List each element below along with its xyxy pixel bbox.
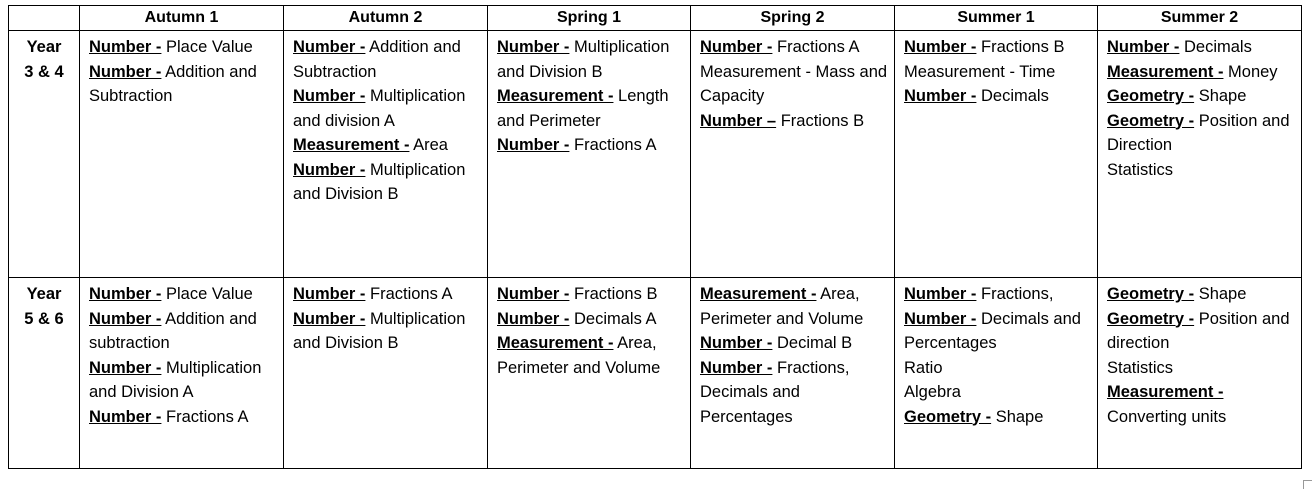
topic-text: Decimals A — [569, 309, 657, 328]
topic-text: Shape — [1194, 285, 1247, 303]
topic-text: Fractions B — [776, 111, 865, 130]
topic-line — [89, 356, 280, 405]
topic-text: Statistics — [1107, 358, 1174, 377]
topic-line — [89, 282, 280, 307]
topic-text: Addition and subtraction — [89, 309, 257, 352]
header-spring-1: Spring 1 — [488, 6, 691, 31]
topic-text: Fractions, — [976, 285, 1054, 303]
cell-summer-2 — [1098, 278, 1302, 469]
topic-text: Multiplication and Division B — [293, 160, 466, 203]
topic-strand-label: Number - — [293, 38, 366, 56]
header-summer-2: Summer 2 — [1098, 6, 1302, 31]
topic-line — [904, 380, 1094, 405]
topic-line — [497, 331, 687, 380]
topic-text: Statistics — [1107, 160, 1174, 179]
topic-text: Area — [409, 136, 448, 154]
topic-text: Addition and Subtraction — [293, 38, 461, 81]
topic-line — [904, 405, 1094, 430]
cell-autumn-1 — [80, 31, 284, 278]
topic-strand-label: Number - — [700, 334, 773, 352]
topic-strand-label: Number - — [293, 309, 366, 328]
topic-line — [497, 307, 687, 332]
topic-line — [1107, 109, 1298, 158]
topic-text: Fractions B — [976, 38, 1065, 56]
year-label-number: 3 & 4 — [24, 62, 64, 81]
topic-strand-label: Number - — [497, 136, 570, 154]
curriculum-table — [8, 5, 1302, 469]
topic-line — [293, 133, 484, 158]
topic-text: Decimals — [976, 87, 1049, 105]
header-row — [9, 6, 1302, 31]
topic-strand-label: Number - — [497, 309, 570, 328]
topic-line — [904, 356, 1094, 381]
topic-line — [700, 109, 891, 134]
topic-line — [1107, 158, 1298, 183]
topic-strand-label: Measurement - — [497, 334, 614, 352]
topic-line — [904, 307, 1094, 356]
topic-line — [1107, 380, 1298, 429]
topic-text: Multiplication and Division B — [293, 309, 466, 352]
topic-strand-label: Number - — [497, 285, 570, 303]
topic-line — [89, 307, 280, 356]
topic-text: Ratio — [904, 358, 943, 377]
topic-text: Position and direction — [1107, 309, 1290, 352]
topic-strand-label: Number – — [700, 111, 777, 130]
topic-strand-label: Number - — [700, 38, 773, 56]
cell-spring-1 — [488, 278, 691, 469]
topic-strand-label: Number - — [1107, 38, 1180, 56]
header-spring-2: Spring 2 — [691, 6, 895, 31]
year-label-word: Year — [26, 38, 62, 56]
topic-line — [700, 60, 891, 109]
year-label-cell — [9, 278, 80, 469]
topic-text: Decimals — [1179, 38, 1252, 56]
topic-line — [1107, 307, 1298, 356]
topic-strand-label: Number - — [904, 309, 977, 328]
topic-strand-label: Number - — [497, 38, 570, 56]
topic-line — [293, 35, 484, 84]
topic-strand-label: Geometry - — [1107, 285, 1195, 303]
topic-strand-label: Measurement - — [293, 136, 410, 154]
table-row-year-3-4 — [9, 31, 1302, 278]
cell-summer-1 — [895, 31, 1098, 278]
topic-line — [904, 282, 1094, 307]
topic-line — [293, 307, 484, 356]
topic-strand-label: Number - — [904, 87, 977, 105]
topic-strand-label: Geometry - — [1107, 87, 1195, 105]
topic-line — [497, 35, 687, 84]
topic-strand-label: Number - — [89, 285, 162, 303]
header-autumn-1: Autumn 1 — [80, 6, 284, 31]
topic-strand-label: Number - — [700, 358, 773, 377]
topic-line — [1107, 60, 1298, 85]
topic-line — [700, 331, 891, 356]
corner-header — [9, 6, 80, 31]
topic-strand-label: Measurement - — [1107, 62, 1224, 81]
topic-line — [700, 356, 891, 430]
topic-strand-label: Number - — [89, 38, 162, 56]
cell-spring-1 — [488, 31, 691, 278]
topic-text: Money — [1223, 62, 1278, 81]
header-autumn-2: Autumn 2 — [284, 6, 488, 31]
topic-strand-label: Number - — [293, 87, 366, 105]
topic-strand-label: Number - — [89, 407, 162, 426]
topic-text: Multiplication and division A — [293, 87, 466, 130]
topic-text: Area, Perimeter and Volume — [497, 334, 661, 377]
year-label-number: 5 & 6 — [24, 309, 64, 328]
cell-summer-1 — [895, 278, 1098, 469]
topic-text: Algebra — [904, 383, 961, 401]
topic-text: Shape — [991, 407, 1044, 426]
topic-text: Multiplication and Division A — [89, 358, 262, 401]
topic-text: Fractions A — [569, 136, 657, 154]
topic-text: Fractions A — [772, 38, 860, 56]
topic-strand-label: Measurement - — [497, 87, 614, 105]
topic-text: Fractions A — [365, 285, 453, 303]
topic-text: Area, Perimeter and Volume — [700, 285, 864, 328]
cell-summer-2 — [1098, 31, 1302, 278]
topic-line — [1107, 84, 1298, 109]
topic-strand-label: Measurement - — [700, 285, 817, 303]
topic-strand-label: Number - — [89, 358, 162, 377]
cell-spring-2 — [691, 278, 895, 469]
topic-line — [89, 405, 280, 430]
topic-strand-label: Number - — [904, 38, 977, 56]
topic-strand-label: Number - — [89, 62, 162, 81]
topic-text: Length and Perimeter — [497, 87, 669, 130]
topic-text: Multiplication and Division B — [497, 38, 670, 81]
topic-text: Fractions B — [569, 285, 658, 303]
topic-line — [89, 35, 280, 60]
topic-text: Measurement - Mass and Capacity — [700, 62, 888, 105]
cell-autumn-2 — [284, 31, 488, 278]
header-summer-1: Summer 1 — [895, 6, 1098, 31]
topic-text: Decimals and Percentages — [904, 309, 1081, 352]
topic-line — [89, 60, 280, 109]
topic-text: Position and Direction — [1107, 111, 1290, 154]
topic-strand-label: Number - — [293, 160, 366, 179]
topic-text: Addition and Subtraction — [89, 62, 257, 105]
topic-line — [1107, 282, 1298, 307]
topic-strand-label: Geometry - — [904, 407, 992, 426]
cell-autumn-2 — [284, 278, 488, 469]
topic-strand-label: Number - — [904, 285, 977, 303]
topic-line — [293, 84, 484, 133]
topic-line — [904, 35, 1094, 60]
topic-strand-label: Number - — [89, 309, 162, 328]
topic-line — [1107, 35, 1298, 60]
topic-text: Place Value — [161, 38, 253, 56]
year-label-cell — [9, 31, 80, 278]
topic-line — [904, 60, 1094, 85]
topic-line — [904, 84, 1094, 109]
topic-line — [293, 158, 484, 207]
topic-line — [1107, 356, 1298, 381]
cell-autumn-1 — [80, 278, 284, 469]
topic-text: Converting units — [1107, 407, 1227, 426]
topic-text: Place Value — [161, 285, 253, 303]
topic-line — [700, 282, 891, 331]
topic-strand-label: Measurement - — [1107, 383, 1224, 401]
topic-text: Fractions, Decimals and Percentages — [700, 358, 850, 426]
table-resize-mark — [1303, 480, 1312, 489]
topic-text: Decimal B — [772, 334, 853, 352]
topic-line — [700, 35, 891, 60]
topic-line — [497, 282, 687, 307]
cell-spring-2 — [691, 31, 895, 278]
topic-line — [293, 282, 484, 307]
topic-text: Fractions A — [161, 407, 249, 426]
topic-strand-label: Geometry - — [1107, 111, 1195, 130]
year-label-word: Year — [26, 285, 62, 303]
topic-strand-label: Geometry - — [1107, 309, 1195, 328]
topic-text: Shape — [1194, 87, 1247, 105]
topic-strand-label: Number - — [293, 285, 366, 303]
topic-text: Measurement - Time — [904, 62, 1056, 81]
topic-line — [497, 84, 687, 133]
table-row-year-5-6 — [9, 278, 1302, 469]
topic-line — [497, 133, 687, 158]
